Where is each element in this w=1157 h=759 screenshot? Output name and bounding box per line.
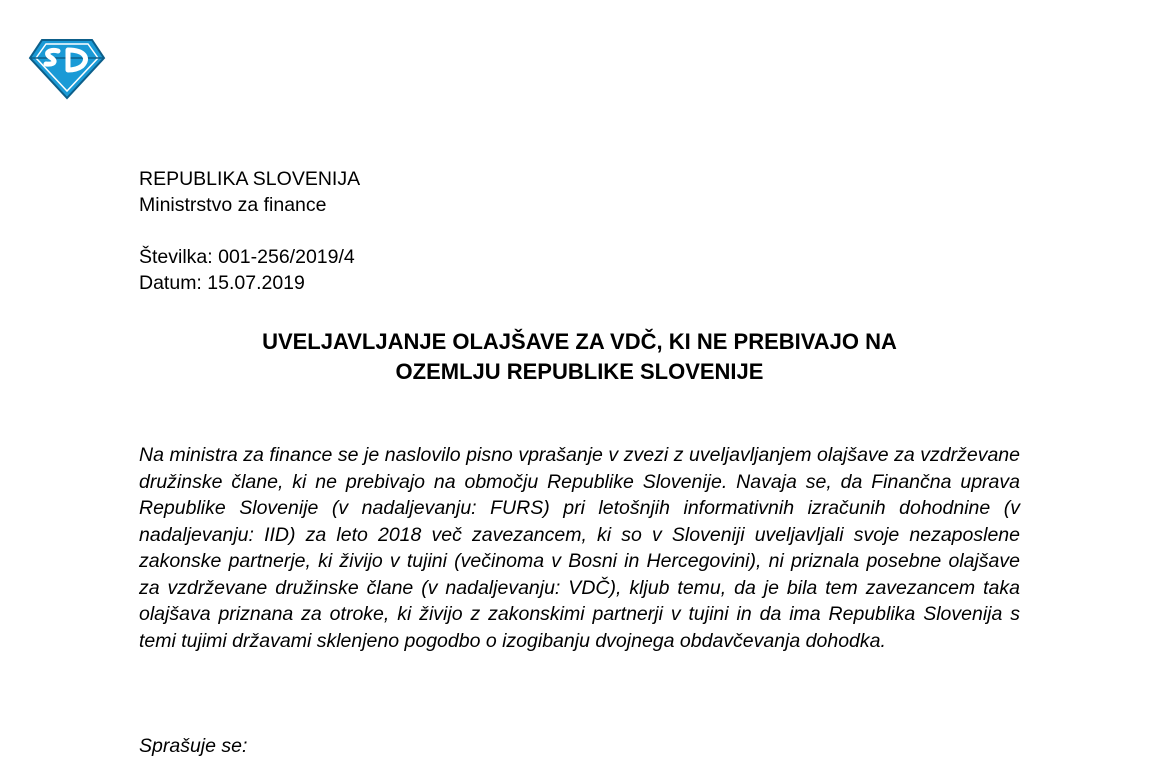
- title-line-2: OZEMLJU REPUBLIKE SLOVENIJE: [395, 359, 764, 384]
- body-paragraph: Na ministra za finance se je naslovilo pisno vprašanje v zvezi z uveljavljanjem olajšave za vzdrževane družinske člane, ki ne prebivajo na območju Republike Slovenije. Navaja se, da Finančna uprava Republike Slovenije (v nadaljevanju: FURS) pri letošnjih informativnih izračunih dohodnine (v nadaljevanju: IID) za leto 2018 več zavezancem, ki so v Sloveniji uveljavljali svoje nezaposlene zakonske partnerje, ki živijo v tujini (večinoma v Bosni in Hercegovini), ni priznala posebne olajšave za vzdrževane družinske člane (v nadaljevanju: VDČ), kljub temu, da je bila tem zavezancem taka olajšava priznana za otroke, ki živijo z zakonskimi partnerji v tujini in da ima Republika Slovenija s temi tujimi državami sklenjeno pogodbo o izogibanju dvojnega obdavčevanja dohodka.: [139, 444, 1020, 652]
- title-line-1: UVELJAVLJANJE OLAJŠAVE ZA VDČ, KI NE PREBIVAJO NA: [262, 329, 897, 354]
- document-reference: [139, 244, 355, 296]
- organization-header: [139, 166, 360, 218]
- diamond-sd-logo-icon: [28, 38, 106, 100]
- country-name: REPUBLIKA SLOVENIJA: [139, 168, 361, 190]
- next-section-heading: Sprašuje se:: [139, 735, 248, 757]
- document-title: [139, 327, 1020, 387]
- document-date: Datum: 15.07.2019: [139, 272, 305, 294]
- ministry-name: Ministrstvo za finance: [139, 194, 327, 216]
- document-number: Številka: 001-256/2019/4: [139, 246, 355, 268]
